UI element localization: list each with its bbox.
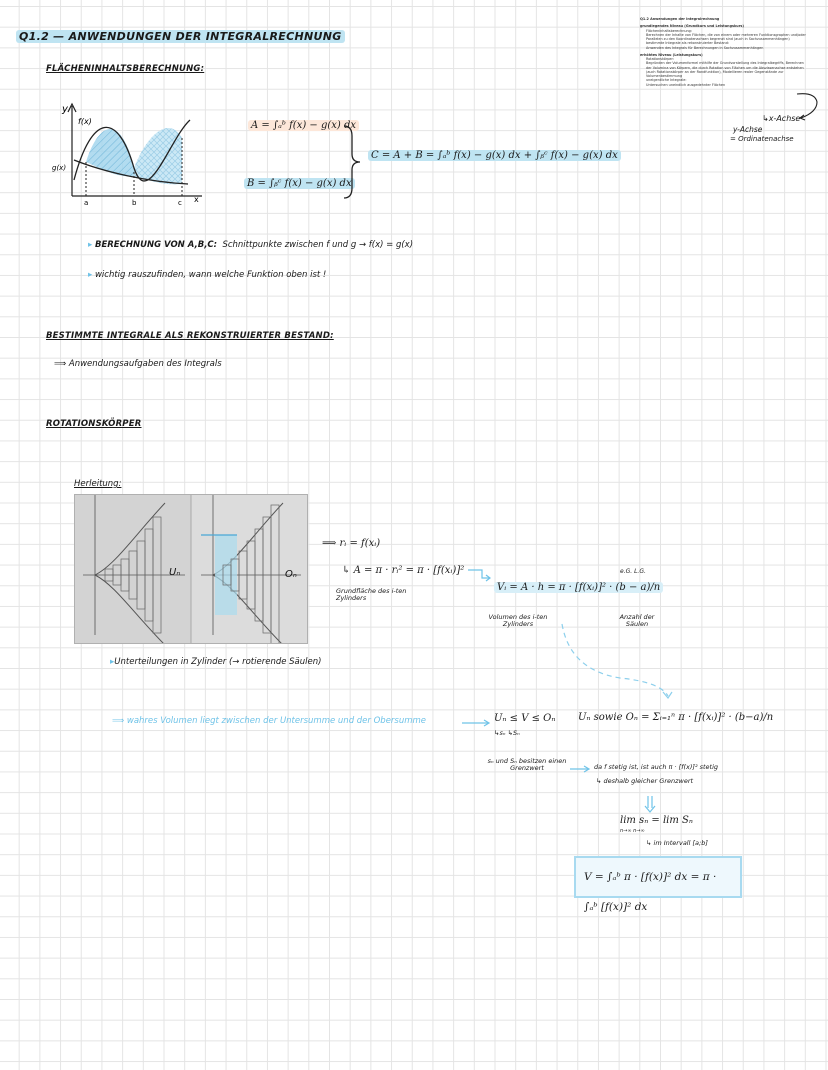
curriculum-heading: Q1.2 Anwendungen der Integralrechnung [640,17,720,21]
graph-c-label: c [178,199,182,207]
continuity-note-2: ↳ deshalb gleicher Grenzwert [596,777,694,785]
curriculum-note [640,17,810,87]
a-note: Grundfläche des i-ten Zylinders [336,587,407,603]
r-equation: ⟹ rᵢ = f(xᵢ) [322,538,381,549]
curriculum-item: Berechnen der Inhalte von Flächen, die von einem oder mehreren Funktionsgraphen und/oder Parallelen zu den Koordinatenachsen begrenzt sind (auch in Sachzusammenhängen) [646,32,806,41]
curriculum-item: uneigentliche Integrale: [646,78,687,83]
v-note: Volumen des i-ten Zylinders [488,613,548,629]
curriculum-item: Anwenden des Integrals für Berechnungen in Sachzusammenhängen [646,45,764,50]
derivation-photo [74,494,308,644]
graph-x-label: x [194,195,199,204]
a-equation: ↳ A = π · rᵢ² = π · [f(xᵢ)]² [342,565,465,576]
formula-b: B = ∫ᵦᶜ f(x) − g(x) dx [244,178,355,189]
y-axis-note: y-Achse [733,125,763,134]
formula-c: C = A + B = ∫ₐᵇ f(x) − g(x) dx + ∫ᵦᶜ f(x) − g(x) dx [368,150,621,161]
page-title: Q1.2 — ANWENDUNGEN DER INTEGRALRECHNUNG [16,30,345,43]
continuity-note: da f stetig ist, ist auch π · [f(x)]² stetig [594,763,719,771]
eg-lg-label: e.G. L.G. [620,568,646,575]
area-graph [52,98,212,210]
x-axis-note: ↳x-Achse [762,114,801,123]
curriculum-item: Flächeninhaltsberechnung: [646,28,692,33]
bullet-which-on-top: ▸ wichtig rauszufinden, wann welche Funktion oben ist ! [88,270,327,280]
arrow-to-v-icon [468,566,494,582]
area-heading: FLÄCHENINHALTSBERECHNUNG: [46,64,205,74]
photo-un-label: Uₙ [169,567,181,578]
true-volume-note: ⟹ wahres Volumen liegt zwischen der Untersumme und der Obersumme [112,716,427,726]
curriculum-item: Untersuchen uneindlich ausgedehnter Flächen [646,82,726,87]
final-volume-formula: V = ∫ₐᵇ π · [f(x)]² dx = π · ∫ₐᵇ [f(x)]² dx [574,856,742,898]
derivation-label: Herleitung: [74,479,122,489]
count-note: Anzahl der Säulen [619,613,655,629]
limit-subscript: n→∞ n→∞ [620,828,645,834]
v-equation: Vᵢ = A · h = π · [f(xᵢ)]² · (b − a)/n [494,582,663,593]
graph-g-label: g(x) [52,164,67,172]
cylinders-note: ▸Unterteilungen in Zylinder (→ rotierende Säulen) [110,657,322,667]
inequality: Uₙ ≤ V ≤ Oₙ [494,713,556,724]
arrow-to-inequality-icon [462,718,492,728]
formula-a: A = ∫ₐᵇ f(x) − g(x) dx [248,120,359,131]
photo-on-label: Oₙ [285,569,297,580]
limit-equation: lim sₙ = lim Sₙ [620,815,693,826]
reconstructed-heading: BESTIMMTE INTEGRALE ALS REKONSTRUIERTER BESTAND: [46,331,334,341]
graph-f-label: f(x) [78,117,92,126]
rotation-heading: ROTATIONSKÖRPER [46,419,142,429]
brace-icon [340,124,362,200]
curriculum-basic-level: grundlegendes Niveau (Grundkurs und Leistungskurs) [640,24,744,29]
bullet-calc-abc: ▸ BERECHNUNG VON A,B,C: Schnittpunkte zwischen f und g → f(x) = g(x) [88,240,414,250]
dashed-arrow-icon [550,620,680,700]
implies-down-icon [642,796,658,814]
curriculum-item: bestimmte Integrale als rekonstruierter Bestand: [646,41,729,46]
curriculum-advanced-level: erhöhtes Niveau (Leistungskurs) [640,52,703,57]
graph-a-label: a [84,199,89,207]
inequality-sub: ↳sₙ ↳Sₙ [494,729,520,737]
interval-note: ↳ im Intervall [a;b] [646,839,708,847]
ordinate-note: = Ordinatenachse [730,135,794,143]
curriculum-item: Begründen der Volumenformel mithilfe der Grundvorstellung des Integralbegriffs, Berechnen der Volumina von Körpern, die durch Rotation von Flächen um die Abszissenachse entstehen (auch Rotationskörper an der Randfunktion), Modellieren realer Gegenstände zur Volumenbestimmung [646,61,804,78]
arrow-to-continuity-icon [570,764,592,774]
graph-b-label: b [132,199,137,207]
sums-equation: Uₙ sowie Oₙ = Σᵢ₌₁ⁿ π · [f(xᵢ)]² · (b−a)/n [578,712,774,723]
limit-note: sₙ und Sₙ besitzen einen Grenzwert [487,757,567,773]
reconstructed-item: ⟹ Anwendungsaufgaben des Integrals [54,359,222,369]
curriculum-item: Rotationskörper: [646,57,674,61]
graph-y-label: y [62,104,68,115]
